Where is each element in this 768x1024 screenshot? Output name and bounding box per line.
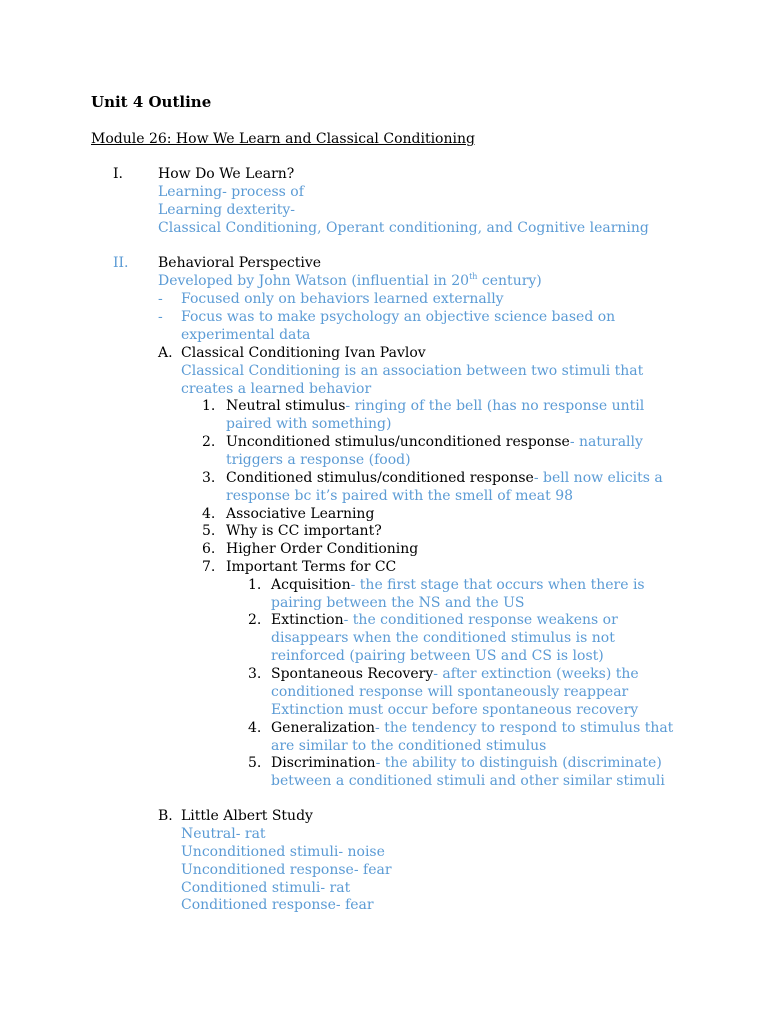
list-item: Important Terms for CC bbox=[226, 559, 397, 575]
sub-b-line: Unconditioned response- fear bbox=[181, 862, 392, 878]
term-note: - ringing of the bell (has no response until bbox=[345, 398, 645, 414]
list-item: Why is CC important? bbox=[226, 523, 382, 539]
list-number: 3. bbox=[202, 470, 216, 486]
term-number: 1. bbox=[248, 577, 262, 593]
term-note-continued: response bc it’s paired with the smell of meat 98 bbox=[226, 488, 574, 504]
sub-b-line: Conditioned response- fear bbox=[181, 897, 374, 913]
list-number: 4. bbox=[202, 506, 216, 522]
term-note-continued: paired with something) bbox=[226, 416, 392, 432]
sub-a-description: creates a learned behavior bbox=[181, 381, 372, 397]
term-note-continued: Extinction must occur before spontaneous recovery bbox=[271, 702, 639, 718]
page-title: Unit 4 Outline bbox=[91, 93, 212, 111]
term-note: - the tendency to respond to stimulus that bbox=[375, 720, 674, 736]
term-item bbox=[271, 611, 618, 629]
section-1-line: Classical Conditioning, Operant conditioning, and Cognitive learning bbox=[158, 220, 649, 236]
sub-b-letter: B. bbox=[158, 808, 173, 824]
bullet-text: Focus was to make psychology an objective science based on bbox=[181, 309, 616, 325]
term-note-continued: conditioned response will spontaneously reappear bbox=[271, 684, 629, 700]
bullet-text-continued: experimental data bbox=[181, 327, 311, 343]
term-item bbox=[271, 719, 673, 737]
list-item bbox=[226, 469, 663, 487]
section-2-numeral: II. bbox=[113, 255, 129, 271]
term: Acquisition bbox=[271, 577, 351, 593]
developed-by-line bbox=[158, 272, 542, 290]
list-number: 7. bbox=[202, 559, 216, 575]
bullet-dash: - bbox=[158, 309, 163, 325]
term: Neutral stimulus bbox=[226, 398, 346, 414]
term-note: - after extinction (weeks) the bbox=[433, 666, 639, 682]
list-item: Higher Order Conditioning bbox=[226, 541, 419, 557]
term-note-continued: reinforced (pairing between US and CS is lost) bbox=[271, 648, 604, 664]
term-note-continued: disappears when the conditioned stimulus is not bbox=[271, 630, 615, 646]
term-number: 4. bbox=[248, 720, 262, 736]
sub-b-line: Neutral- rat bbox=[181, 826, 266, 842]
term: Spontaneous Recovery bbox=[271, 666, 434, 682]
section-1-line: Learning- process of bbox=[158, 184, 304, 200]
list-item bbox=[226, 397, 644, 415]
sub-a-description: Classical Conditioning is an association between two stimuli that bbox=[181, 363, 644, 379]
term-note: - bell now elicits a bbox=[533, 470, 663, 486]
list-number: 6. bbox=[202, 541, 216, 557]
developed-by-tail: century) bbox=[477, 273, 542, 289]
term-note: - the ability to distinguish (discriminate) bbox=[375, 755, 662, 771]
term: Extinction bbox=[271, 612, 344, 628]
list-number: 1. bbox=[202, 398, 216, 414]
list-number: 5. bbox=[202, 523, 216, 539]
term: Generalization bbox=[271, 720, 376, 736]
sub-b-line: Unconditioned stimuli- noise bbox=[181, 844, 385, 860]
bullet-dash: - bbox=[158, 291, 163, 307]
sub-a-letter: A. bbox=[158, 345, 173, 361]
sub-a-heading: Classical Conditioning Ivan Pavlov bbox=[181, 345, 426, 361]
term-note: - the first stage that occurs when there is bbox=[350, 577, 645, 593]
term-number: 5. bbox=[248, 755, 262, 771]
term-item bbox=[271, 576, 645, 594]
term: Unconditioned stimulus/unconditioned response bbox=[226, 434, 570, 450]
section-1-line: Learning dexterity- bbox=[158, 202, 296, 218]
list-number: 2. bbox=[202, 434, 216, 450]
sub-b-heading: Little Albert Study bbox=[181, 808, 313, 824]
sub-b-line: Conditioned stimuli- rat bbox=[181, 880, 351, 896]
term: Discrimination bbox=[271, 755, 376, 771]
superscript-th: th bbox=[469, 272, 478, 281]
term-note-continued: between a conditioned stimuli and other similar stimuli bbox=[271, 773, 665, 789]
module-heading: Module 26: How We Learn and Classical Conditioning bbox=[91, 131, 475, 147]
term-note-continued: pairing between the NS and the US bbox=[271, 595, 525, 611]
term-note: - the conditioned response weakens or bbox=[343, 612, 618, 628]
term-note-continued: triggers a response (food) bbox=[226, 452, 411, 468]
term-item bbox=[271, 665, 639, 683]
term-note-continued: are similar to the conditioned stimulus bbox=[271, 738, 547, 754]
term-number: 3. bbox=[248, 666, 262, 682]
term: Conditioned stimulus/conditioned response bbox=[226, 470, 534, 486]
developed-by-text: Developed by John Watson (influential in 20 bbox=[158, 273, 470, 289]
term-number: 2. bbox=[248, 612, 262, 628]
term-note: - naturally bbox=[569, 434, 643, 450]
section-2-heading: Behavioral Perspective bbox=[158, 255, 322, 271]
section-1-numeral: I. bbox=[113, 166, 123, 182]
term-item bbox=[271, 754, 662, 772]
list-item: Associative Learning bbox=[226, 506, 375, 522]
section-1-heading: How Do We Learn? bbox=[158, 166, 295, 182]
bullet-text: Focused only on behaviors learned externally bbox=[181, 291, 504, 307]
list-item bbox=[226, 433, 643, 451]
